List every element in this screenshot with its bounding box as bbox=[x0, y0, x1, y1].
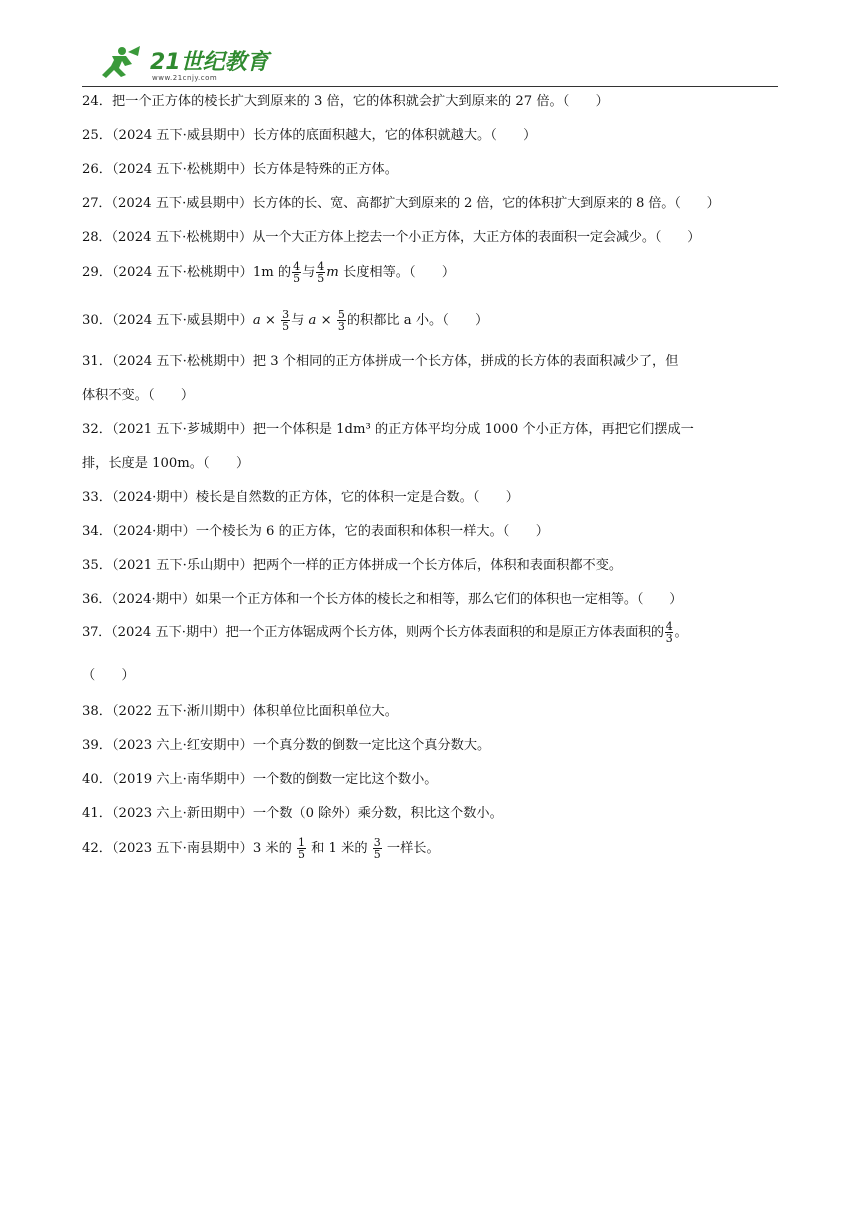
question-38 bbox=[82, 702, 398, 722]
fraction bbox=[665, 621, 674, 644]
question-source: （2024·期中） bbox=[111, 592, 196, 607]
question-source: （2024 五下·松桃期中） bbox=[111, 354, 253, 369]
question-source: （2023 五下·南县期中） bbox=[111, 841, 253, 856]
question-source: （2023 六上·新田期中） bbox=[111, 806, 253, 821]
question-number: 39． bbox=[82, 738, 112, 753]
question-37-line2 bbox=[82, 666, 135, 686]
question-35 bbox=[82, 556, 622, 576]
question-source: （2024·期中） bbox=[111, 524, 196, 539]
question-39 bbox=[82, 736, 490, 756]
question-text: 3 米的 bbox=[252, 841, 296, 856]
question-source: （2022 五下·淅川期中） bbox=[111, 704, 253, 719]
fraction-numerator: 3 bbox=[282, 308, 290, 321]
fraction bbox=[292, 261, 301, 284]
question-text: 长方体是特殊的正方体。 bbox=[252, 162, 398, 177]
fraction-numerator: 3 bbox=[373, 836, 381, 849]
fraction bbox=[316, 261, 325, 284]
question-number: 29． bbox=[82, 265, 112, 280]
question-26 bbox=[82, 160, 398, 180]
fraction-numerator: 4 bbox=[293, 260, 301, 273]
question-number: 41． bbox=[82, 806, 112, 821]
question-number: 40． bbox=[82, 772, 112, 787]
question-text: 的积都比 a 小。（ ） bbox=[346, 313, 489, 328]
question-32 bbox=[82, 420, 694, 440]
fraction-denominator: 5 bbox=[373, 848, 381, 861]
question-32-line2 bbox=[82, 454, 249, 474]
fraction bbox=[297, 837, 306, 860]
question-31-line2 bbox=[82, 386, 194, 406]
question-text: 与 bbox=[291, 313, 309, 328]
question-text: 棱长是自然数的正方体，它的体积一定是合数。（ ） bbox=[195, 490, 519, 505]
question-source: （2024 五下·期中） bbox=[111, 625, 226, 640]
question-text: 一个数的倒数一定比这个数小。 bbox=[252, 772, 438, 787]
fraction-denominator: 5 bbox=[297, 848, 305, 861]
times-sign: × bbox=[260, 313, 281, 328]
header-rule bbox=[82, 86, 778, 87]
question-text: 排，长度是 100m。（ ） bbox=[82, 456, 250, 471]
question-number: 25． bbox=[82, 128, 112, 143]
question-33 bbox=[82, 488, 519, 508]
times-sign: × bbox=[316, 313, 336, 328]
fraction bbox=[281, 309, 290, 332]
question-text: 如果一个正方体和一个长方体的棱长之和相等，那么它们的体积也一定相等。（ ） bbox=[195, 592, 683, 607]
question-34 bbox=[82, 522, 549, 542]
question-source: （2024 五下·威县期中） bbox=[111, 196, 253, 211]
svg-text:www.21cnjy.com: www.21cnjy.com bbox=[152, 74, 218, 82]
question-24 bbox=[82, 92, 609, 112]
variable: a bbox=[252, 313, 261, 328]
question-42 bbox=[82, 836, 440, 862]
question-number: 32． bbox=[82, 422, 112, 437]
question-27 bbox=[82, 194, 720, 214]
fraction-denominator: 5 bbox=[282, 320, 290, 333]
question-number: 38． bbox=[82, 704, 112, 719]
question-text: 把两个一样的正方体拼成一个长方体后，体积和表面积都不变。 bbox=[252, 558, 623, 573]
question-number: 34． bbox=[82, 524, 112, 539]
question-source: （2024 五下·威县期中） bbox=[111, 313, 253, 328]
question-text: 一个数（0 除外）乘分数，积比这个数小。 bbox=[252, 806, 503, 821]
question-37 bbox=[82, 620, 687, 646]
question-number: 24． bbox=[82, 94, 112, 109]
question-text: 把 3 个相同的正方体拼成一个长方体，拼成的长方体的表面积减少了，但 bbox=[252, 354, 679, 369]
question-text: 与 bbox=[302, 265, 316, 280]
question-number: 33． bbox=[82, 490, 112, 505]
question-text: 把一个正方体锯成两个长方体，则两个长方体表面积的和是原正方体表面积的 bbox=[225, 625, 664, 640]
question-number: 27． bbox=[82, 196, 112, 211]
question-40 bbox=[82, 770, 437, 790]
question-29 bbox=[82, 260, 455, 286]
question-25 bbox=[82, 126, 536, 146]
question-text: 和 1 米的 bbox=[306, 841, 372, 856]
question-source: （2021 五下·乐山期中） bbox=[111, 558, 253, 573]
question-number: 26． bbox=[82, 162, 112, 177]
question-text: 从一个大正方体上挖去一个小正方体，大正方体的表面积一定会减少。（ ） bbox=[252, 230, 701, 245]
variable: a bbox=[308, 313, 317, 328]
fraction-denominator: 5 bbox=[317, 272, 325, 285]
question-number: 36． bbox=[82, 592, 112, 607]
question-number: 37． bbox=[82, 625, 112, 640]
fraction-denominator: 3 bbox=[337, 320, 345, 333]
question-source: （2019 六上·南华期中） bbox=[111, 772, 253, 787]
question-number: 28． bbox=[82, 230, 112, 245]
question-text: 体积不变。（ ） bbox=[82, 388, 195, 403]
question-number: 30． bbox=[82, 313, 112, 328]
question-text: 1m 的 bbox=[252, 265, 292, 280]
question-source: （2023 六上·红安期中） bbox=[111, 738, 253, 753]
page-header bbox=[82, 38, 778, 88]
question-28 bbox=[82, 228, 700, 248]
question-text: 长方体的底面积越大，它的体积就越大。（ ） bbox=[252, 128, 537, 143]
fraction-denominator: 5 bbox=[293, 272, 301, 285]
question-source: （2024 五下·松桃期中） bbox=[111, 265, 253, 280]
question-text: 体积单位比面积单位大。 bbox=[252, 704, 398, 719]
question-number: 42． bbox=[82, 841, 112, 856]
question-text: 一样长。 bbox=[382, 841, 440, 856]
question-text: 把一个正方体的棱长扩大到原来的 3 倍，它的体积就会扩大到原来的 27 倍。（ ） bbox=[111, 94, 609, 109]
21cnjy-logo bbox=[92, 42, 272, 84]
question-text: 长度相等。（ ） bbox=[338, 265, 456, 280]
svg-text:21世纪教育: 21世纪教育 bbox=[150, 50, 269, 75]
question-source: （2024·期中） bbox=[111, 490, 196, 505]
question-text: 。 bbox=[674, 625, 688, 640]
question-30 bbox=[82, 308, 488, 334]
fraction-numerator: 4 bbox=[317, 260, 325, 273]
fraction-denominator: 3 bbox=[665, 632, 673, 645]
question-36 bbox=[82, 590, 682, 610]
fraction-numerator: 1 bbox=[297, 836, 305, 849]
question-number: 35． bbox=[82, 558, 112, 573]
question-31 bbox=[82, 352, 678, 372]
fraction-numerator: 4 bbox=[665, 620, 673, 633]
question-text: 一个真分数的倒数一定比这个真分数大。 bbox=[252, 738, 491, 753]
question-source: （2024 五下·威县期中） bbox=[111, 128, 253, 143]
fraction bbox=[373, 837, 382, 860]
question-text: 长方体的长、宽、高都扩大到原来的 2 倍，它的体积扩大到原来的 8 倍。（ ） bbox=[252, 196, 720, 211]
question-41 bbox=[82, 804, 503, 824]
question-source: （2024 五下·松桃期中） bbox=[111, 230, 253, 245]
question-text: 把一个体积是 1dm³ 的正方体平均分成 1000 个小正方体，再把它们摆成一 bbox=[252, 422, 694, 437]
question-source: （2021 五下·芗城期中） bbox=[111, 422, 253, 437]
fraction bbox=[337, 309, 346, 332]
question-text: 一个棱长为 6 的正方体，它的表面积和体积一样大。（ ） bbox=[195, 524, 549, 539]
fraction-numerator: 5 bbox=[337, 308, 345, 321]
question-source: （2024 五下·松桃期中） bbox=[111, 162, 253, 177]
variable: m bbox=[326, 265, 339, 280]
answer-parens: （ ） bbox=[82, 668, 135, 683]
question-number: 31． bbox=[82, 354, 112, 369]
